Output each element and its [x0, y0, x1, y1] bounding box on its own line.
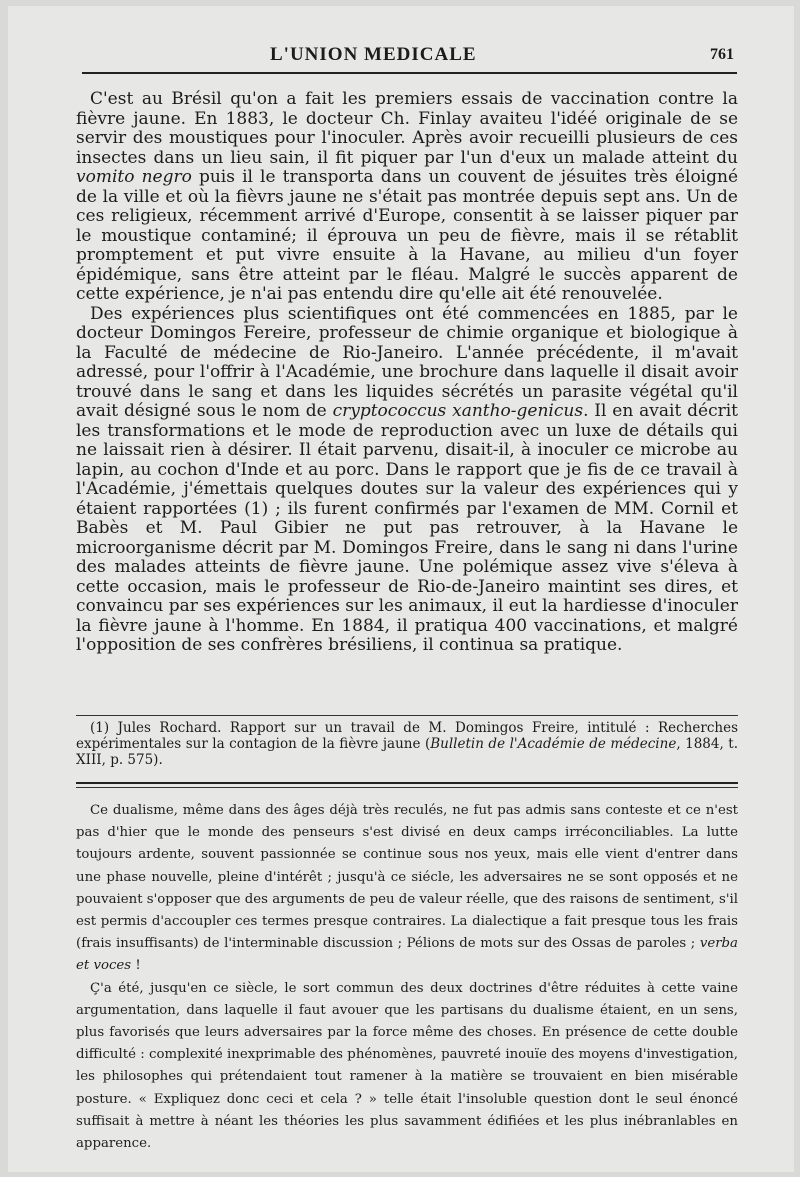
text-run: (1) Jules Rochard. Rapport sur un travail de M. Domingos Freire, intitulé : Recherches expérimentales sur la contagion de la fièvre jaune (	[76, 720, 738, 752]
paragraph	[76, 305, 738, 656]
text-run: Ç'a été, jusqu'en ce siècle, le sort commun des deux doctrines d'être réduites à cette vaine argumentation, dans laquelle il faut avouer que les partisans du dualisme étaient, en un sens, plus favorisés que leurs adversaires par la force même des choses. En présence de cette double difficulté : complexité inexprimable des phénomènes, pauvreté inouïe des moyens d'investigation, les philosophes qui prétendaient tout ramener à la matière se trouvaient en bien misérable posture. « Expliquez donc ceci et cela ? » telle était l'insoluble question dont le seul énoncé suffisait à mettre à néant les théories les plus savamment édifiées et les plus inébranlables en apparence.	[76, 980, 738, 1152]
journal-title: L'UNION MEDICALE	[270, 44, 477, 65]
italic-term: vomito negro	[76, 167, 192, 187]
section-rule	[76, 782, 738, 784]
footnote-rule	[76, 715, 738, 716]
feuilleton-text	[76, 800, 738, 1155]
text-run: C'est au Brésil qu'on a fait les premiers essais de vaccination contre la fièvre jaune. En 1883, le docteur Ch. Finlay avaiteu l'idéé originale de se servir des moustiques pour l'inoculer. Après avoir recueilli plusieurs de ces insectes dans un lieu sain, il fit piquer par l'un d'eux un malade atteint du	[76, 89, 738, 168]
text-run: !	[131, 958, 141, 974]
text-run: Ce dualisme, même dans des âges déjà très reculés, ne fut pas admis sans conteste et ce n'est pas d'hier que le monde des penseurs s'est divisé en deux camps irréconciliables. La lutte toujours ardente, souvent passionnée se continue sous nos yeux, mais elle vient d'entrer dans une phase nouvelle, pleine d'intérêt ; jusqu'à ce siécle, les adversaires ne se sont opposés et ne pouvaient s'opposer que des arguments de peu de valeur réelle, que des raisons de sentiment, s'il est permis d'accoupler ces termes presque contraires. La dialectique a fait presque tous les frais (frais insuffisants) de l'interminable discussion ; Pélions de mots sur des Ossas de paroles ;	[76, 803, 738, 952]
italic-term: cryptococcus xantho-genicus	[332, 401, 584, 421]
section-rule	[76, 787, 738, 788]
text-run: . Il en avait décrit les transformations et le mode de reproduction avec un luxe de détails qui ne laissait rien à désirer. Il était parvenu, disait-il, à inoculer ce microbe au lapin, au cochon d'Inde et au porc. Dans le rapport que je fis de ce travail à l'Académie, j'émettais quelques doutes sur la valeur des expériences qui y étaient rapportées (1) ; ils furent confirmés par l'examen de MM. Cornil et Babès et M. Paul Gibier ne put pas retrouver, à la Havane le microorganisme décrit par M. Domingos Freire, dans le sang ni dans l'urine des malades atteints de fièvre jaune. Une polémique assez vive s'éleva à cette occasion, mais le professeur de Rio-de-Janeiro maintint ses dires, et convaincu par ses expériences sur les animaux, il eut la hardiesse d'inoculer la fièvre jaune à l'homme. En 1884, il pratiqua 400 vaccinations, et malgré l'opposition de ses confrères brésiliens, il continua sa pratique.	[76, 401, 739, 655]
text-run: , 1884, t. XIII, p. 575).	[76, 736, 738, 768]
paragraph	[76, 800, 738, 978]
text-run: puis il le transporta dans un couvent de jésuites très éloigné de la ville et où la fièvrs jaune ne s'était pas montrée depuis sept ans. Un de ces religieux, récemment arrivé d'Europe, consentit à se laisser piquer par le moustique contaminé; il éprouva un peu de fièvre, mais il se rétablit promptement et put vivre ensuite à la Havane, au milieu d'un foyer épidémique, sans être atteint par le fléau. Malgré le succès apparent de cette expérience, je n'ai pas entendu dire qu'elle ait été renouvelée.	[76, 167, 739, 304]
italic-citation: Bulletin de l'Académie de médecine	[430, 736, 677, 752]
italic-term: verba et voces	[76, 936, 738, 974]
paragraph	[76, 978, 738, 1156]
running-header	[82, 40, 734, 68]
main-article	[76, 90, 738, 656]
text-run: Des expériences plus scientifiques ont été commencées en 1885, par le docteur Domingos Fereire, professeur de chimie organique et biologique à la Faculté de médecine de Rio-Janeiro. L'année précédente, il m'avait adressé, pour l'offrir à l'Académie, une brochure dans laquelle il disait avoir trouvé dans le sang et dans les liquides sécrétés un parasite végétal qu'il avait désigné sous le nom de	[76, 303, 738, 421]
footnote	[76, 720, 738, 768]
footnote-text	[76, 720, 738, 768]
paragraph	[76, 90, 738, 305]
page-number: 761	[710, 46, 734, 63]
header-rule	[82, 72, 737, 74]
